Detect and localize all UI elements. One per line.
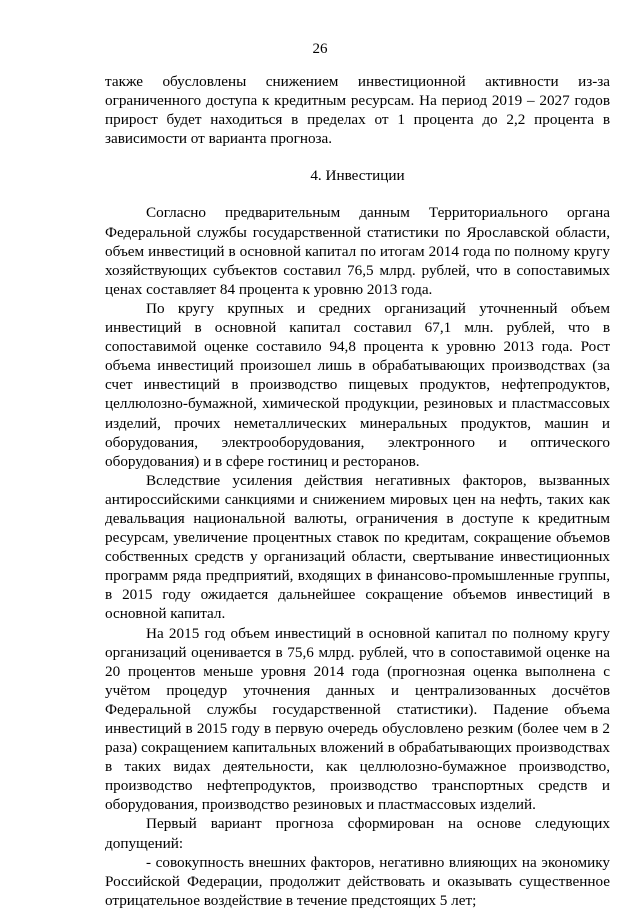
page-number: 26 [312,41,328,57]
paragraph: На 2015 год объем инвестиций в основной капитал по полному кругу организаций оценивается в 75,6 млрд. рублей, что в сопоставимой оценке на 20 процентов меньше уровня 2014 года (прогнозная оценка выполнена с учётом процедур уточнения данных и централизованных досчётов Федеральной службы государственной статистики). Падение объема инвестиций в 2015 году в первую очередь обусловлено резким (более чем в 2 раза) сокращением капитальных вложений в обрабатывающих производствах в таких видах деятельности, как целлюлозно-бумажное производство, производство нефтепродуктов, производство транспортных средств и оборудования, производство резиновых и пластмассовых изделий. [105,624,610,814]
paragraph-continuation: также обусловлены снижением инвестиционной активности из-за ограниченного доступа к кредитным ресурсам. На период 2019 – 2027 годов прирост будет находиться в пределах от 1 процента до 2,2 процента в зависимости от варианта прогноза. [105,73,610,148]
paragraph: Согласно предварительным данным Территориального органа Федеральной службы государственной статистики по Ярославской области, объем инвестиций в основной капитал по итогам 2014 года по полному кругу хозяйствующих субъектов составил 76,5 млрд. рублей, что в сопоставимых ценах составляет 84 процента к уровню 2013 года. [105,204,610,298]
section-heading: 4. Инвестиции [310,167,405,185]
list-item: - совокупность внешних факторов, негативно влияющих на экономику Российской Федерации, продолжит действовать и оказывать существенное отрицательное воздействие в течение предстоящих 5 лет; [105,853,610,909]
paragraph: Вследствие усиления действия негативных факторов, вызванных антироссийскими санкциями и снижением мировых цен на нефть, таких как девальвация национальной валюты, ограничения в доступе к кредитным ресурсам, увеличение процентных ставок по кредитам, сокращение объемов собственных средств у организаций области, свертывание инвестиционных программ ряда предприятий, входящих в финансово-промышленные группы, в 2015 году ожидается дальнейшее сокращение объемов инвестиций в основной капитал. [105,471,610,623]
paragraph: По кругу крупных и средних организаций уточненный объем инвестиций в основной капитал составил 67,1 млн. рублей, что в сопоставимой оценке составило 94,8 процента к уровню 2013 года. Рост объема инвестиций произошел лишь в обрабатывающих производствах (за счет инвестиций в производство пищевых продуктов, нефтепродуктов, целлюлозно-бумажной, химической продукции, резиновых и пластмассовых изделий, прочих неметаллических минеральных продуктов, машин и оборудования, электрооборудования, электронного и оптического оборудования) и в сфере гостиниц и ресторанов. [105,299,610,470]
paragraph: Первый вариант прогноза сформирован на основе следующих допущений: [105,815,610,852]
page-content [105,72,610,910]
